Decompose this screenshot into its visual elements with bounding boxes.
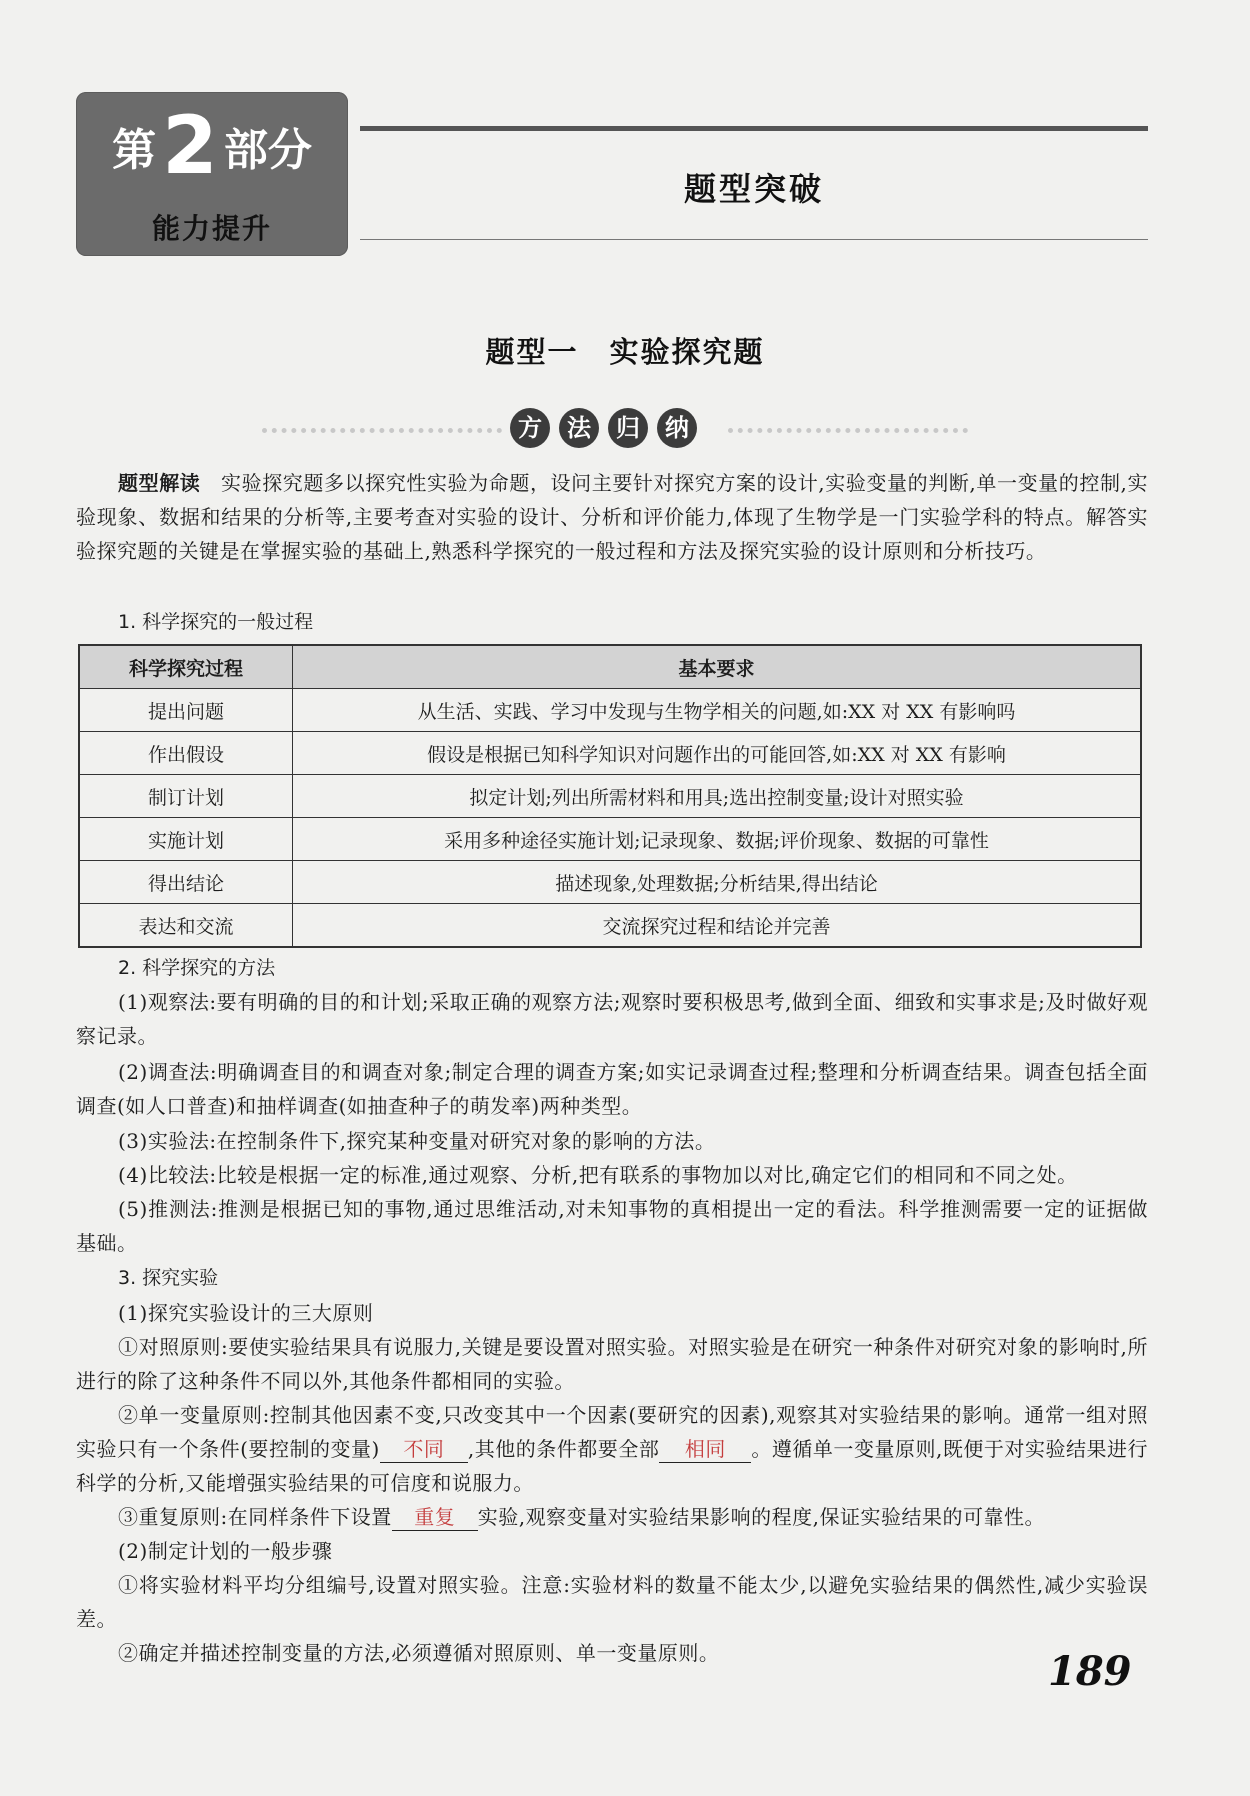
- intro-text: 实验探究题多以探究性实验为命题，设问主要针对探究方案的设计,实验变量的判断,单一变量的控制,实验现象、数据和结果的分析等,主要考查对实验的设计、分析和评价能力,体现了生物学是一门实验学科的特点。解答实验探究题的关键是在掌握实验的基础上,熟悉科学探究的一般过程和方法及探究实验的设计原则和分析技巧。: [76, 471, 1149, 563]
- header-top-rule: [360, 126, 1148, 131]
- part-prefix: 第: [112, 125, 157, 176]
- intro-paragraph: [76, 466, 1148, 568]
- table-row: [79, 904, 1141, 948]
- part-suffix: 部分: [223, 125, 312, 176]
- table-cell-requirement: 拟定计划;列出所需材料和用具;选出控制变量;设计对照实验: [293, 775, 1142, 818]
- page-number: 189: [1048, 1648, 1132, 1695]
- part-subtitle: 能力提升: [151, 212, 272, 245]
- header-bottom-rule: [360, 239, 1148, 240]
- table-row: [79, 689, 1141, 732]
- principle2-text-a: ②单一变量原则:控制其他因素不变,只改变其中一个因素(要研究的因素),观察其对实验结果的影响。通常一组对照实验只有一个条件(要控制的变量): [76, 1403, 1148, 1461]
- table-cell-requirement: 交流探究过程和结论并完善: [293, 904, 1142, 948]
- table-cell-process: 提出问题: [79, 689, 293, 732]
- principle-repeat: [76, 1500, 1148, 1534]
- part-number: 2: [162, 99, 218, 192]
- table-cell-requirement: 采用多种途径实施计划;记录现象、数据;评价现象、数据的可靠性: [293, 818, 1142, 861]
- table-row: [79, 732, 1141, 775]
- principle3-text-a: ③重复原则:在同样条件下设置: [118, 1505, 392, 1529]
- section3-sub2: (2)制定计划的一般步骤: [118, 1539, 333, 1563]
- method-summary-badges: [510, 408, 697, 448]
- method-badge: 归: [608, 408, 648, 448]
- principle3-text-b: 实验,观察变量对实验结果影响的程度,保证实验结果的可靠性。: [477, 1505, 1045, 1529]
- section3-sub1: (1)探究实验设计的三大原则: [118, 1301, 374, 1325]
- method-badge: 纳: [657, 408, 697, 448]
- principle2-text-b: ,其他的条件都要全部: [467, 1437, 660, 1461]
- method-item: (3)实验法:在控制条件下,探究某种变量对研究对象的影响的方法。: [118, 1129, 716, 1153]
- table-cell-process: 制订计划: [79, 775, 293, 818]
- principle-single-variable: [76, 1398, 1148, 1500]
- table-cell-process: 作出假设: [79, 732, 293, 775]
- principle-control: ①对照原则:要使实验结果具有说服力,关键是要设置对照实验。对照实验是在研究一种条件对研究对象的影响时,所进行的除了这种条件不同以外,其他条件都相同的实验。: [76, 1335, 1148, 1393]
- table-row: [79, 775, 1141, 818]
- principle2-text-c: 。遵循单一变量原则,既便于对实验结果进行科学的分析,又能增强实验结果的可信度和说服力。: [76, 1437, 1149, 1495]
- table-cell-process: 实施计划: [79, 818, 293, 861]
- method-badge: 方: [510, 408, 550, 448]
- table-cell-requirement: 假设是根据已知科学知识对问题作出的可能回答,如:XX 对 XX 有影响: [293, 732, 1142, 775]
- table-cell-process: 得出结论: [79, 861, 293, 904]
- method-item: (5)推测法:推测是根据已知的事物,通过思维活动,对未知事物的真相提出一定的看法。科学推测需要一定的证据做基础。: [76, 1197, 1148, 1255]
- answer-blank: 重复: [392, 1504, 478, 1531]
- method-item: (4)比较法:比较是根据一定的标准,通过观察、分析,把有联系的事物加以对比,确定它们的相同和不同之处。: [118, 1163, 1078, 1187]
- dotted-divider-left: [262, 428, 502, 433]
- method-item: (1)观察法:要有明确的目的和计划;采取正确的观察方法;观察时要积极思考,做到全面、细致和实事求是;及时做好观察记录。: [76, 990, 1148, 1048]
- table-cell-requirement: 描述现象,处理数据;分析结果,得出结论: [293, 861, 1142, 904]
- table-header-row: [79, 645, 1141, 689]
- plan-step: ①将实验材料平均分组编号,设置对照实验。注意:实验材料的数量不能太少,以避免实验结果的偶然性,减少实验误差。: [76, 1573, 1148, 1631]
- table-cell-requirement: 从生活、实践、学习中发现与生物学相关的问题,如:XX 对 XX 有影响吗: [293, 689, 1142, 732]
- plan-step: ②确定并描述控制变量的方法,必须遵循对照原则、单一变量原则。: [118, 1641, 720, 1665]
- intro-lead: 题型解读: [118, 471, 201, 495]
- table-row: [79, 818, 1141, 861]
- part-banner: [76, 92, 348, 256]
- section-title: 题型突破: [683, 170, 824, 208]
- method-item: (2)调查法:明确调查目的和调查对象;制定合理的调查方案;如实记录调查过程;整理和分析调查结果。调查包括全面调查(如人口普查)和抽样调查(如抽查种子的萌发率)两种类型。: [76, 1060, 1148, 1118]
- table-cell-process: 表达和交流: [79, 904, 293, 948]
- topic-title: 题型一 实验探究题: [485, 335, 765, 369]
- table-header-requirement: 基本要求: [293, 645, 1142, 689]
- answer-blank: 不同: [380, 1436, 468, 1463]
- table-row: [79, 861, 1141, 904]
- dotted-divider-right: [728, 428, 968, 433]
- answer-blank: 相同: [659, 1436, 751, 1463]
- method-badge: 法: [559, 408, 599, 448]
- process-table: [78, 644, 1142, 948]
- section3-title: 3. 探究实验: [118, 1267, 219, 1289]
- section2-title: 2. 科学探究的方法: [118, 957, 276, 979]
- section1-title: 1. 科学探究的一般过程: [118, 611, 314, 633]
- part-label: [76, 99, 348, 192]
- table-header-process: 科学探究过程: [79, 645, 293, 689]
